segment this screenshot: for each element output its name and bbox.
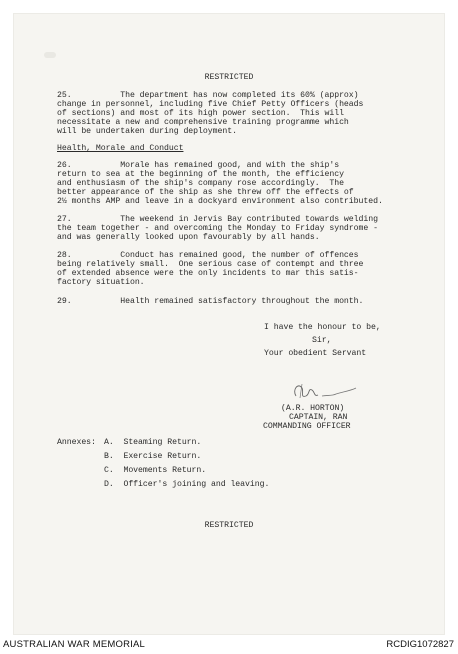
para-26-line-2: return to sea at the beginning of the month, the efficiency — [57, 170, 344, 179]
para-26-line-4: better appearance of the ship as she threw off the effects of — [57, 188, 354, 197]
signatory-rank: CAPTAIN, RAN — [289, 413, 348, 422]
para-28-line-3: of extended absence were the only incidents to mar this satis- — [57, 269, 359, 278]
annex-item: A. Steaming Return. — [104, 438, 202, 447]
para-28-line-1: 28. Conduct has remained good, the number of offences — [57, 251, 359, 260]
para-28-line-4: factory situation. — [57, 278, 145, 287]
para-26-line-3: and enthusiasm of the ship's company rose accordingly. The — [57, 179, 344, 188]
para-25-line-2: change in personnel, including five Chief Petty Officers (heads — [57, 100, 364, 109]
signatory-name: (A.R. HORTON) — [281, 404, 345, 413]
para-27-line-2: the team together - and overcoming the Monday to Friday syndrome - — [57, 224, 378, 233]
para-25-line-3: of sections) and most of its high power section. This will — [57, 109, 344, 118]
para-27-line-1: 27. The weekend in Jervis Bay contributed towards welding — [57, 215, 378, 224]
footer-classification: RESTRICTED — [204, 521, 254, 530]
para-29: 29. Health remained satisfactory throughout the month. — [57, 297, 364, 306]
signatory-title: COMMANDING OFFICER — [263, 422, 351, 431]
annex-item: C. Movements Return. — [104, 466, 207, 475]
archive-reference: RCDIG1072827 — [386, 639, 454, 650]
closing-line-2: Sir, — [312, 336, 332, 345]
archive-footer — [0, 636, 458, 654]
punch-hole-mark — [44, 52, 56, 58]
para-27-line-3: and was generally looked upon favourably by all hands. — [57, 233, 320, 242]
section-heading: Health, Morale and Conduct — [57, 144, 184, 153]
para-25-line-4: necessitate a new and comprehensive training programme which — [57, 118, 349, 127]
para-25-line-1: 25. The department has now completed its 60% (approx) — [57, 91, 359, 100]
handwritten-signature — [288, 378, 358, 404]
para-26-line-5: 2½ months AMP and leave in a dockyard environment also contributed. — [57, 197, 383, 206]
archive-institution: AUSTRALIAN WAR MEMORIAL — [3, 639, 146, 650]
closing-line-1: I have the honour to be, — [264, 323, 381, 332]
annexes-label: Annexes: — [57, 438, 96, 447]
annex-item: D. Officer's joining and leaving. — [104, 480, 270, 489]
header-classification: RESTRICTED — [204, 73, 254, 82]
para-26-line-1: 26. Morale has remained good, and with the ship's — [57, 161, 340, 170]
para-28-line-2: being relatively small. One serious case of contempt and three — [57, 260, 364, 269]
closing-line-3: Your obedient Servant — [264, 349, 367, 358]
annex-item: B. Exercise Return. — [104, 452, 202, 461]
para-25-line-5: will be undertaken during deployment. — [57, 127, 237, 136]
